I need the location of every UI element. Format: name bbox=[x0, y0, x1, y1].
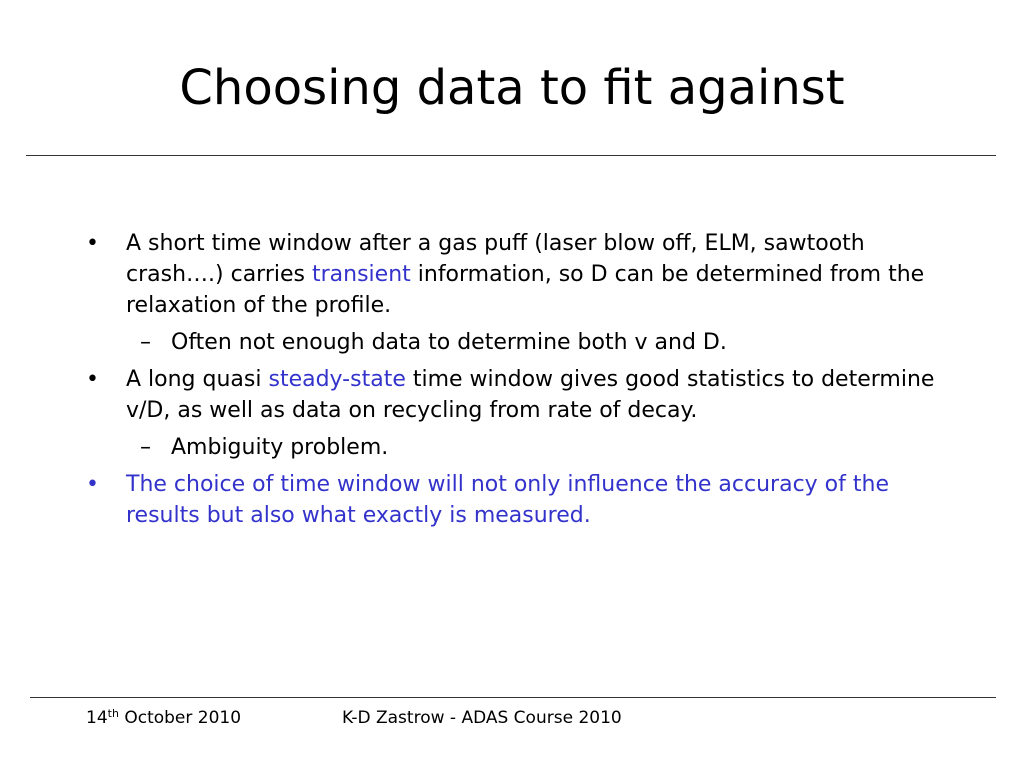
bullet-text: The choice of time window will not only influence the accuracy of the results but also what exactly is measured. bbox=[126, 472, 889, 528]
highlight-term: steady-state bbox=[268, 367, 406, 392]
bullet-marker: • bbox=[86, 472, 99, 497]
sub-bullet-marker: – bbox=[140, 435, 151, 460]
bullet-text: A long quasi bbox=[126, 367, 269, 392]
bullet-text: information, so D can be determined from the relaxation of the profile. bbox=[126, 262, 925, 318]
sub-bullet-text: Often not enough data to determine both v and D. bbox=[171, 330, 727, 355]
slide-title: Choosing data to fit against bbox=[179, 60, 845, 116]
bullet-text: time window gives good statistics to determine v/D, as well as data on recycling from rate of decay. bbox=[126, 367, 935, 423]
sub-bullet-text: Ambiguity problem. bbox=[171, 435, 389, 460]
footer-date-suffix: th bbox=[107, 707, 119, 720]
sub-bullet-item bbox=[82, 432, 952, 463]
footer-divider bbox=[30, 697, 996, 698]
footer-date-day: 14 bbox=[86, 708, 108, 728]
bullet-item-conclusion bbox=[82, 469, 952, 531]
highlight-term: transient bbox=[311, 262, 411, 287]
sub-bullet-marker: – bbox=[140, 330, 151, 355]
sub-bullet-item bbox=[82, 327, 952, 358]
bullet-marker: • bbox=[86, 231, 99, 256]
bullet-marker: • bbox=[86, 367, 99, 392]
title-divider bbox=[26, 155, 996, 156]
footer-author: K-D Zastrow - ADAS Course 2010 bbox=[342, 708, 622, 728]
footer-date bbox=[86, 707, 241, 729]
footer-date-rest: October 2010 bbox=[118, 708, 242, 728]
bullet-item bbox=[82, 364, 952, 426]
slide-content bbox=[82, 228, 952, 537]
bullet-item bbox=[82, 228, 952, 321]
bullet-text: A short time window after a gas puff (laser blow off, ELM, sawtooth crash….) carries bbox=[126, 231, 865, 287]
